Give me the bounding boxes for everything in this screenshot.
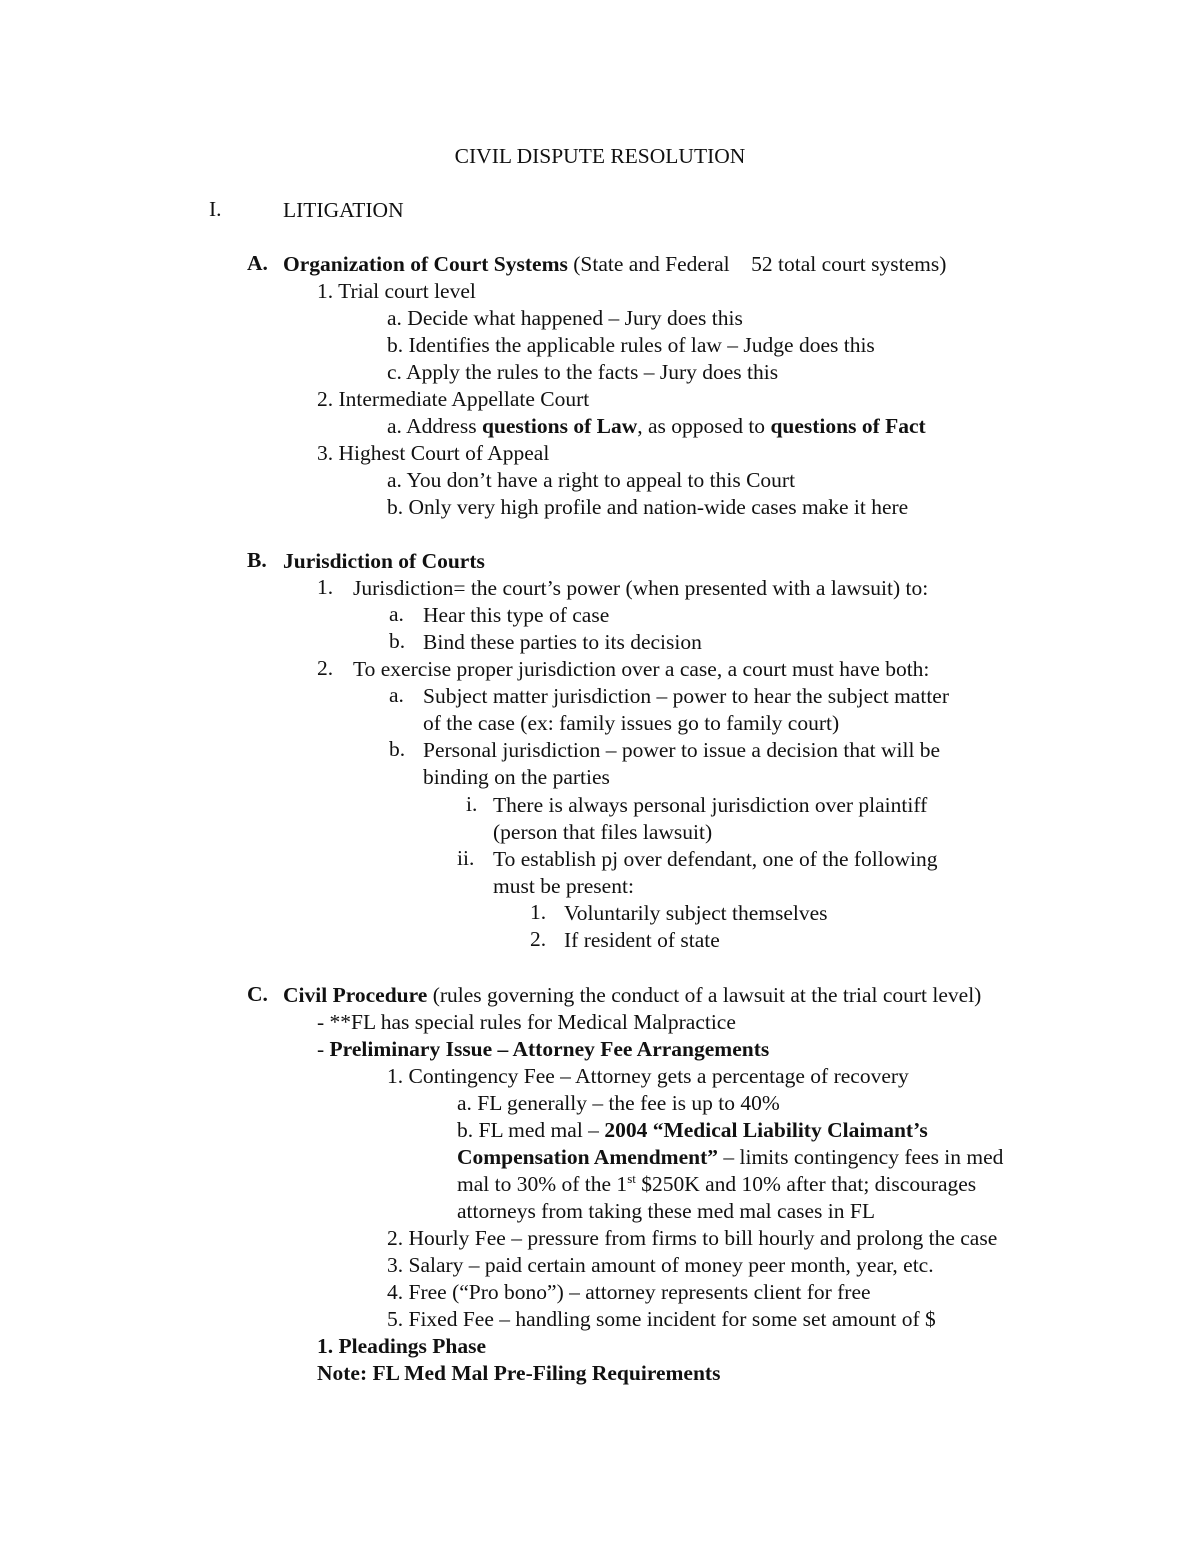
subsection-letter-a: A. bbox=[247, 251, 268, 275]
list-number: 1. bbox=[530, 900, 547, 924]
list-item: a. FL generally – the fee is up to 40% bbox=[457, 1091, 780, 1115]
list-item-continuation: (person that files lawsuit) bbox=[493, 820, 713, 844]
list-item: 1. Contingency Fee – Attorney gets a percentage of recovery bbox=[387, 1064, 909, 1088]
list-item: 3. Highest Court of Appeal bbox=[317, 441, 550, 465]
list-item-continuation: attorneys from taking these med mal cases in FL bbox=[457, 1199, 875, 1223]
phase-heading: 1. Pleadings Phase bbox=[317, 1334, 487, 1358]
text-run: b. FL med mal – bbox=[457, 1118, 605, 1142]
subsection-a-heading: Organization of Court Systems bbox=[283, 252, 568, 276]
subsection-letter-c: C. bbox=[247, 982, 268, 1006]
list-item: There is always personal jurisdiction over plaintiff bbox=[493, 793, 928, 817]
subsection-a-note: (State and Federal 52 total court systems) bbox=[573, 252, 947, 276]
list-item-continuation: must be present: bbox=[493, 874, 634, 898]
list-roman: i. bbox=[466, 792, 478, 816]
dash-prefix: - bbox=[317, 1037, 330, 1061]
bold-text: Compensation Amendment” bbox=[457, 1145, 719, 1169]
list-item-continuation bbox=[457, 1144, 1003, 1171]
text-run: mal to 30% of the 1 bbox=[457, 1172, 628, 1196]
subsection-a-heading-line bbox=[283, 251, 946, 278]
list-item: To exercise proper jurisdiction over a case, a court must have both: bbox=[353, 657, 930, 681]
subsection-c-heading-line bbox=[283, 982, 981, 1009]
list-item: Voluntarily subject themselves bbox=[564, 901, 828, 925]
list-letter: a. bbox=[389, 602, 404, 626]
list-item: b. Identifies the applicable rules of law – Judge does this bbox=[387, 333, 875, 357]
list-item-continuation bbox=[457, 1171, 976, 1198]
list-item: - **FL has special rules for Medical Malpractice bbox=[317, 1010, 736, 1034]
subsection-letter-b: B. bbox=[247, 548, 267, 572]
list-item bbox=[457, 1117, 928, 1144]
list-item bbox=[317, 1036, 769, 1063]
text-run: , as opposed to bbox=[637, 414, 771, 438]
list-number: 1. bbox=[317, 575, 334, 599]
subsection-c-note: (rules governing the conduct of a lawsuit at the trial court level) bbox=[432, 983, 982, 1007]
list-item: c. Apply the rules to the facts – Jury does this bbox=[387, 360, 779, 384]
list-letter: a. bbox=[389, 683, 404, 707]
list-item: Jurisdiction= the court’s power (when presented with a lawsuit) to: bbox=[353, 576, 929, 600]
list-number: 2. bbox=[530, 927, 547, 951]
list-item: Hear this type of case bbox=[423, 603, 610, 627]
bold-text: Preliminary Issue – Attorney Fee Arrangements bbox=[329, 1037, 770, 1061]
document-title: CIVIL DISPUTE RESOLUTION bbox=[454, 144, 746, 168]
bold-text: questions of Law bbox=[481, 414, 638, 438]
list-item: Bind these parties to its decision bbox=[423, 630, 702, 654]
list-roman: ii. bbox=[457, 846, 475, 870]
list-item: a. Decide what happened – Jury does this bbox=[387, 306, 743, 330]
list-item-continuation: of the case (ex: family issues go to family court) bbox=[423, 711, 840, 735]
list-item-continuation: binding on the parties bbox=[423, 765, 610, 789]
text-run: $250K and 10% after that; discourages bbox=[635, 1172, 977, 1196]
list-item: 4. Free (“Pro bono”) – attorney represents client for free bbox=[387, 1280, 871, 1304]
list-item: Subject matter jurisdiction – power to hear the subject matter bbox=[423, 684, 949, 708]
list-item: 2. Hourly Fee – pressure from firms to bill hourly and prolong the case bbox=[387, 1226, 998, 1250]
section-heading: LITIGATION bbox=[283, 198, 404, 222]
text-run: a. Address bbox=[387, 414, 482, 438]
list-letter: b. bbox=[389, 737, 406, 761]
subsection-b-heading: Jurisdiction of Courts bbox=[283, 549, 485, 573]
list-item bbox=[387, 413, 926, 440]
section-number: I. bbox=[209, 197, 222, 221]
list-item: 5. Fixed Fee – handling some incident for some set amount of $ bbox=[387, 1307, 936, 1331]
note-heading: Note: FL Med Mal Pre-Filing Requirements bbox=[317, 1361, 721, 1385]
superscript: st bbox=[627, 1171, 636, 1186]
bold-text: questions of Fact bbox=[770, 414, 926, 438]
bold-text: 2004 “Medical Liability Claimant’s bbox=[604, 1118, 928, 1142]
list-item: 2. Intermediate Appellate Court bbox=[317, 387, 590, 411]
list-letter: b. bbox=[389, 629, 406, 653]
list-item: 3. Salary – paid certain amount of money peer month, year, etc. bbox=[387, 1253, 934, 1277]
list-item: b. Only very high profile and nation-wide cases make it here bbox=[387, 495, 909, 519]
list-item: Personal jurisdiction – power to issue a decision that will be bbox=[423, 738, 941, 762]
list-number: 2. bbox=[317, 656, 334, 680]
list-item: a. You don’t have a right to appeal to this Court bbox=[387, 468, 796, 492]
text-run: – limits contingency fees in med bbox=[718, 1145, 1004, 1169]
list-item: 1. Trial court level bbox=[317, 279, 476, 303]
subsection-c-heading: Civil Procedure bbox=[283, 983, 428, 1007]
list-item: To establish pj over defendant, one of the following bbox=[493, 847, 938, 871]
list-item: If resident of state bbox=[564, 928, 720, 952]
